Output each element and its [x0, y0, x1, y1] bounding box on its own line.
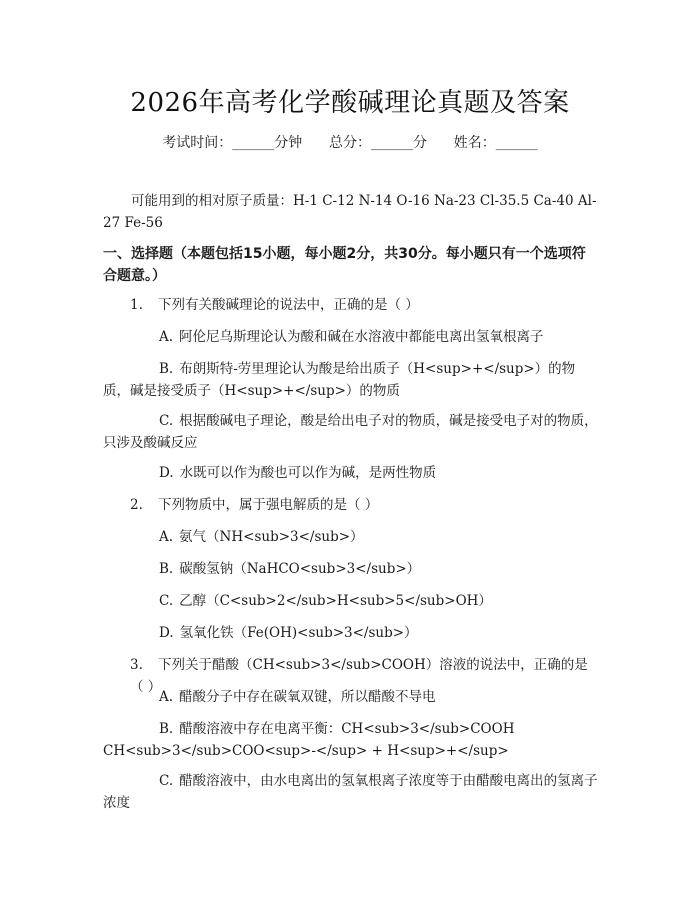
option-letter: D.	[159, 465, 174, 481]
question-3-option-c	[103, 770, 598, 814]
option-text: 醋酸分子中存在碳氧双键，所以醋酸不导电	[179, 689, 436, 705]
option-text: 氢氧化铁（Fe(OH)<sub>3</sub>）	[179, 625, 418, 641]
question-1-option-c	[103, 410, 598, 454]
question-1-option-b	[103, 358, 598, 402]
option-text: 碳酸氢钠（NaHCO<sub>3</sub>）	[179, 561, 421, 577]
option-letter: B.	[159, 561, 174, 577]
option-letter: D.	[159, 625, 174, 641]
question-3-option-b	[103, 718, 598, 762]
option-text: 水既可以作为酸也可以作为碱，是两性物质	[179, 465, 437, 481]
question-number: 2.	[130, 497, 143, 513]
option-letter: A.	[159, 529, 174, 545]
option-letter: C.	[159, 593, 174, 609]
question-2	[130, 494, 598, 516]
question-number: 1.	[130, 297, 143, 313]
question-stem: 下列有关酸碱理论的说法中，正确的是（ ）	[158, 297, 419, 313]
option-letter: C.	[159, 773, 174, 789]
section-heading-choice: 一、选择题（本题包括15小题，每小题2分，共30分。每小题只有一个选项符合题意。）	[103, 246, 586, 284]
question-stem: 下列物质中，属于强电解质的是（ ）	[158, 497, 379, 513]
exam-info-line: 考试时间：______分钟 总分：______分 姓名：______	[162, 135, 538, 151]
option-text: 醋酸溶液中，由水电离出的氢氧根离子浓度等于由醋酸电离出的氢离子浓度	[103, 773, 598, 811]
option-text: 根据酸碱电子理论，酸是给出电子对的物质，碱是接受电子对的物质，只涉及酸碱反应	[103, 413, 598, 451]
option-text: 醋酸溶液中存在电离平衡：CH<sub>3</sub>COOH CH<sub>3</sub>COO<sup>-</sup> + H<sup>+</sup>	[103, 721, 515, 759]
atomic-masses-note: 可能用到的相对原子质量：H-1 C-12 N-14 O-16 Na-23 Cl-35.5 Ca-40 Al-27 Fe-56	[103, 193, 597, 231]
question-2-option-b	[103, 558, 598, 580]
option-letter: C.	[159, 413, 174, 429]
question-3-option-a	[103, 686, 598, 708]
question-1-option-d	[103, 462, 598, 484]
option-letter: B.	[159, 721, 174, 737]
question-2-option-c	[103, 590, 598, 612]
question-stem: 下列关于醋酸（CH<sub>3</sub>COOH）溶液的说法中，正确的是（ ）	[130, 657, 588, 695]
option-text: 氨气（NH<sub>3</sub>）	[179, 529, 364, 545]
option-letter: B.	[159, 361, 174, 377]
question-2-option-a	[103, 526, 598, 548]
question-1-option-a	[103, 326, 598, 348]
option-text: 阿伦尼乌斯理论认为酸和碱在水溶液中都能电离出氢氧根离子	[179, 329, 544, 345]
question-number: 3.	[130, 657, 143, 673]
question-1	[130, 294, 598, 316]
option-letter: A.	[159, 689, 174, 705]
question-2-option-d	[103, 622, 598, 644]
option-text: 乙醇（C<sub>2</sub>H<sub>5</sub>OH）	[179, 593, 492, 609]
page-title: 2026年高考化学酸碱理论真题及答案	[130, 88, 570, 118]
option-letter: A.	[159, 329, 174, 345]
option-text: 布朗斯特-劳里理论认为酸是给出质子（H<sup>+</sup>）的物质，碱是接受质子（H<sup>+</sup>）的物质	[103, 361, 576, 399]
